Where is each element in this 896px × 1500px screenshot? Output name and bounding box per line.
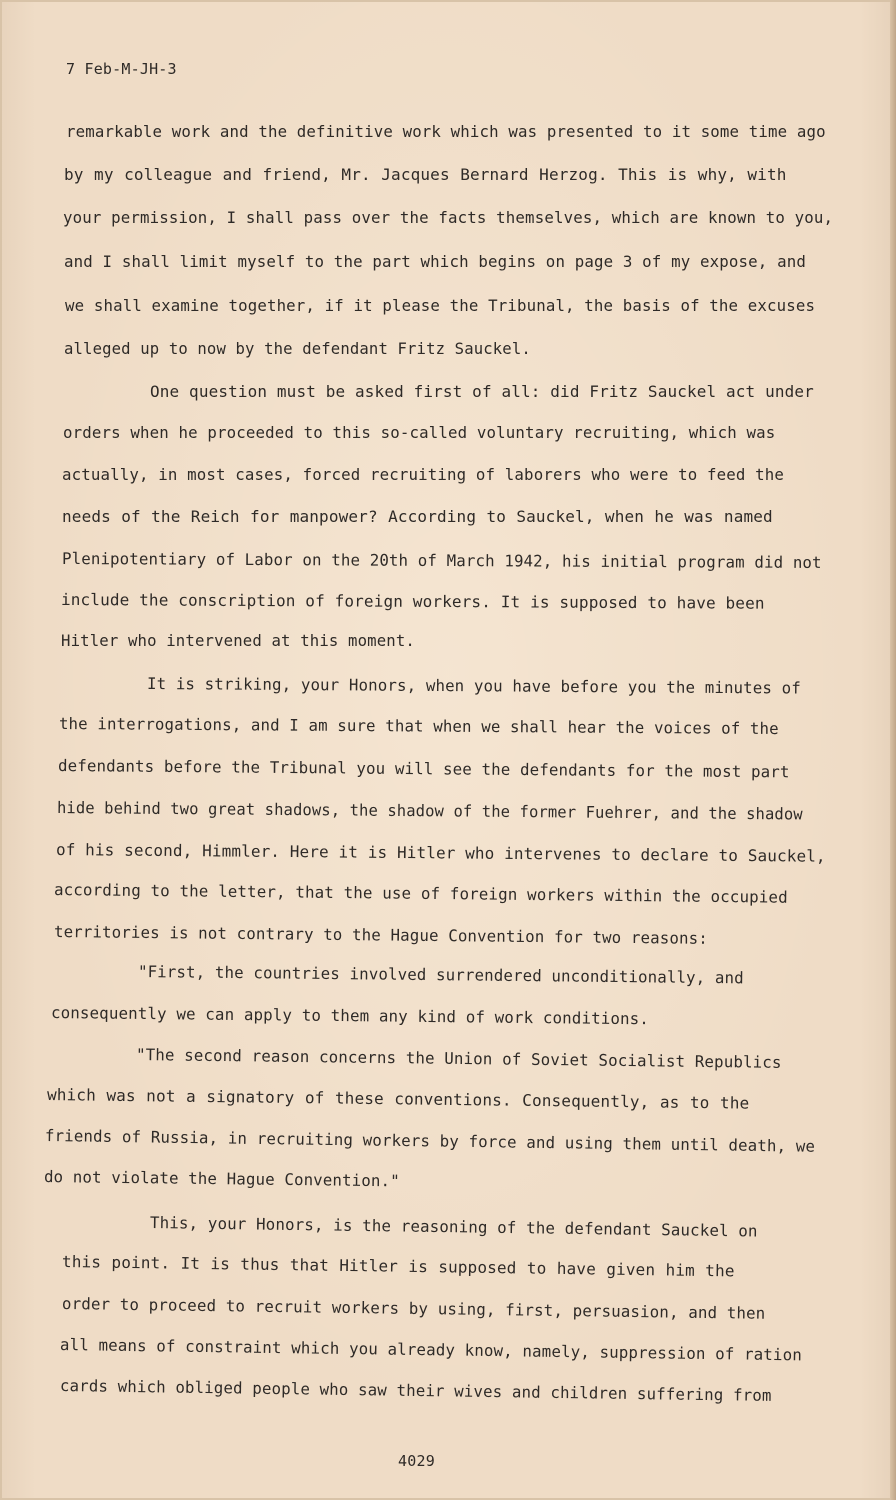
text-line: the interrogations, and I am sure that when we shall hear the voices of the <box>58 714 779 739</box>
text-line: cards which obliged people who saw their wives and children suffering from <box>59 1376 772 1405</box>
text-line: and I shall limit myself to the part which begins on page 3 of my expose, and <box>64 252 806 271</box>
page-edge <box>890 0 896 1500</box>
page-number: 4029 <box>398 1452 435 1470</box>
document-header-code: 7 Feb-M-JH-3 <box>66 60 177 78</box>
text-line: all means of constraint which you already know, namely, suppression of ration <box>59 1335 803 1365</box>
text-line: by my colleague and friend, Mr. Jacques Bernard Herzog. This is why, with <box>64 165 787 184</box>
quote-line: which was not a signatory of these conventions. Consequently, as to the <box>46 1085 750 1113</box>
text-line: needs of the Reich for manpower? According to Sauckel, when he was named <box>62 507 773 526</box>
quote-line: friends of Russia, in recruiting workers by force and using them until death, we <box>44 1126 816 1156</box>
text-line: orders when he proceeded to this so-called voluntary recruiting, which was <box>63 423 776 442</box>
quote-line: "The second reason concerns the Union of Soviet Socialist Republics <box>135 1045 782 1072</box>
text-line: This, your Honors, is the reasoning of the defendant Sauckel on <box>149 1213 758 1241</box>
text-line: your permission, I shall pass over the facts themselves, which are known to you, <box>63 208 834 227</box>
text-line: One question must be asked first of all: did Fritz Sauckel act under <box>150 382 814 401</box>
text-line: order to proceed to recruit workers by using, first, persuasion, and then <box>61 1294 766 1323</box>
text-line: this point. It is thus that Hitler is supposed to have given him the <box>61 1252 735 1281</box>
text-line: It is striking, your Honors, when you have before you the minutes of <box>146 674 801 698</box>
text-line: Hitler who intervened at this moment. <box>61 631 416 650</box>
quote-line: consequently we can apply to them any kind of work conditions. <box>50 1003 650 1029</box>
text-line: remarkable work and the definitive work which was presented to it some time ago <box>66 122 826 141</box>
text-line: hide behind two great shadows, the shadow of the former Fuehrer, and the shadow <box>56 798 803 824</box>
text-line: according to the letter, that the use of foreign workers within the occupied <box>53 880 788 907</box>
text-line: we shall examine together, if it please the Tribunal, the basis of the excuses <box>65 296 816 315</box>
text-line: territories is not contrary to the Hague Convention for two reasons: <box>53 922 708 948</box>
text-line: defendants before the Tribunal you will see the defendants for the most part <box>57 756 790 782</box>
quote-line: do not violate the Hague Convention." <box>43 1167 400 1191</box>
text-line: of his second, Himmler. Here it is Hitler who intervenes to declare to Sauckel, <box>55 840 826 866</box>
text-line: Plenipotentiary of Labor on the 20th of March 1942, his initial program did not <box>61 549 822 572</box>
quote-line: "First, the countries involved surrendered unconditionally, and <box>137 962 744 988</box>
text-line: alleged up to now by the defendant Fritz Sauckel. <box>64 339 531 358</box>
text-line: actually, in most cases, forced recruiting of laborers who were to feed the <box>62 465 784 484</box>
text-line: include the conscription of foreign workers. It is supposed to have been <box>60 590 765 613</box>
